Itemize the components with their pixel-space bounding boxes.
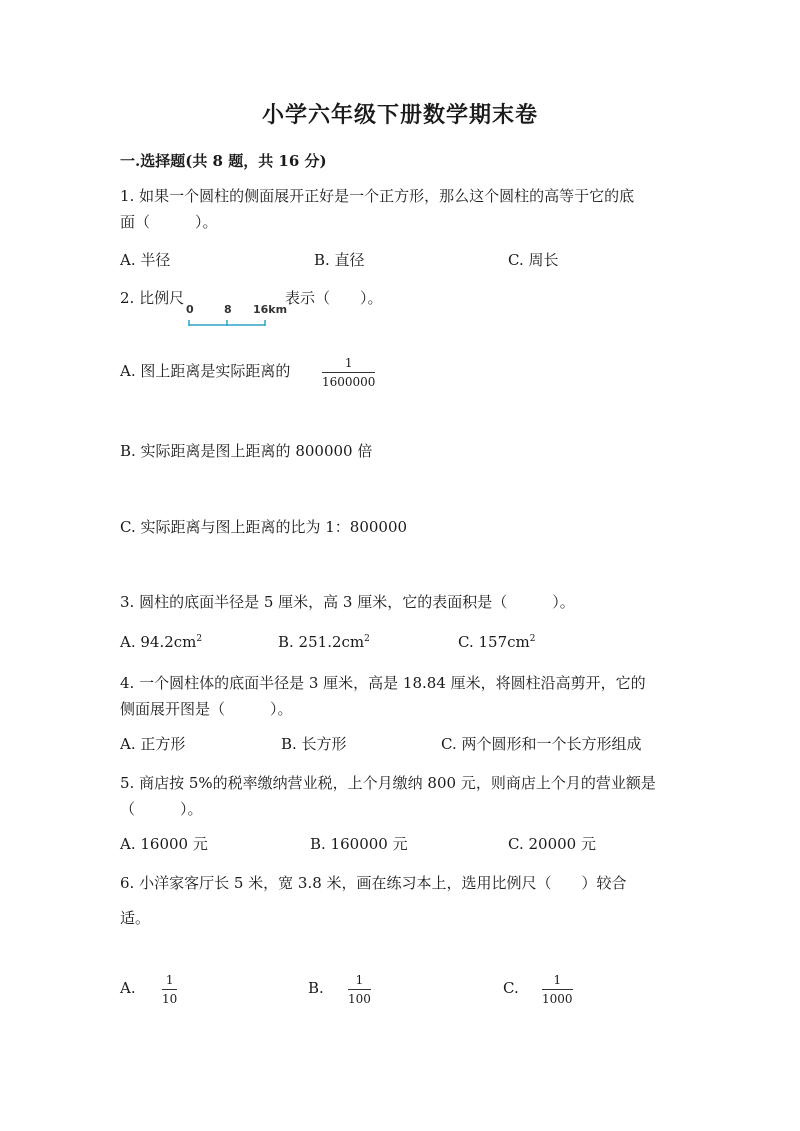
question-2-suffix: 表示（ ）。 [285,289,383,307]
question-3-option-c: C. $157cm^2$ [458,633,536,651]
question-1-line-1: 1. 如果一个圆柱的侧面展开正好是一个正方形，那么这个圆柱的高等于它的底 [120,187,635,205]
fraction-numerator: 1 [553,973,562,987]
question-2-option-b: B. 实际距离是图上距离的 800000 倍 [120,442,373,460]
question-5-option-c: C. 20000 元 [508,835,596,853]
fraction-numerator: 1 [344,356,353,370]
question-4-line-2: 侧面展开图是（ ）。 [120,700,293,718]
question-6-option-a-fraction [162,973,177,1006]
question-4-option-c: C. 两个圆形和一个长方形组成 [441,735,642,753]
question-1-option-b: B. 直径 [314,251,365,269]
fraction-numerator: 1 [355,973,364,987]
page-title: 小学六年级下册数学期末卷 [261,102,538,128]
scale-label-8: 8 [224,303,232,316]
question-5-line-2: （ ）。 [120,800,203,818]
question-5-line-1: 5. 商店按 5%的税率缴纳营业税，上个月缴纳 800 元，则商店上个月的营业额是 [120,774,656,792]
question-5-option-a: A. 16000 元 [120,835,208,853]
fraction-bar [162,989,177,990]
fraction-bar [542,989,573,990]
question-6-option-b-label: B. [308,979,324,997]
fraction-denominator: 10 [162,992,178,1006]
fraction-numerator: 1 [165,973,174,987]
question-1-line-2: 面（ ）。 [120,213,218,231]
question-6-option-b-fraction [348,973,371,1006]
question-3-option-b: B. $251.2cm^2$ [278,633,370,651]
fraction-bar [348,989,371,990]
fraction-denominator: 1600000 [322,375,376,389]
question-6-option-a-label: A. [120,979,136,997]
question-5-option-b: B. 160000 元 [310,835,408,853]
fraction-bar [322,372,375,373]
scale-bar-figure [185,303,288,327]
question-6-line-1: 6. 小洋家客厅长 5 米，宽 3.8 米，画在练习本上，选用比例尺（ ）较合 [120,874,627,892]
question-6-option-c-label: C. [503,979,519,997]
question-4-option-b: B. 长方形 [281,735,347,753]
scale-label-16km: 16km [253,303,288,316]
question-2-option-a-fraction [322,356,375,389]
question-2-prefix: 2. 比例尺 [120,289,185,307]
question-2-option-c: C. 实际距离与图上距离的比为 1：800000 [120,518,408,536]
question-4-line-1: 4. 一个圆柱体的底面半径是 3 厘米，高是 18.84 厘米，将圆柱沿高剪开，它的 [120,674,646,692]
question-3-text: 3. 圆柱的底面半径是 5 厘米，高 3 厘米，它的表面积是（ ）。 [120,593,575,611]
section-heading: 一.选择题(共 8 题，共 16 分) [120,152,327,170]
question-3-option-a: A. $94.2cm^2$ [120,633,203,651]
fraction-denominator: 1000 [542,992,573,1006]
question-4-option-a: A. 正方形 [120,735,186,753]
question-1-option-a: A. 半径 [120,251,171,269]
question-2-option-a: A. 图上距离是实际距离的 [120,362,291,380]
scale-bar-line [185,317,275,327]
question-6-line-2: 适。 [120,909,151,927]
question-1-option-c: C. 周长 [508,251,559,269]
fraction-denominator: 100 [348,992,371,1006]
scale-label-0: 0 [186,303,194,316]
question-6-option-c-fraction [542,973,573,1006]
